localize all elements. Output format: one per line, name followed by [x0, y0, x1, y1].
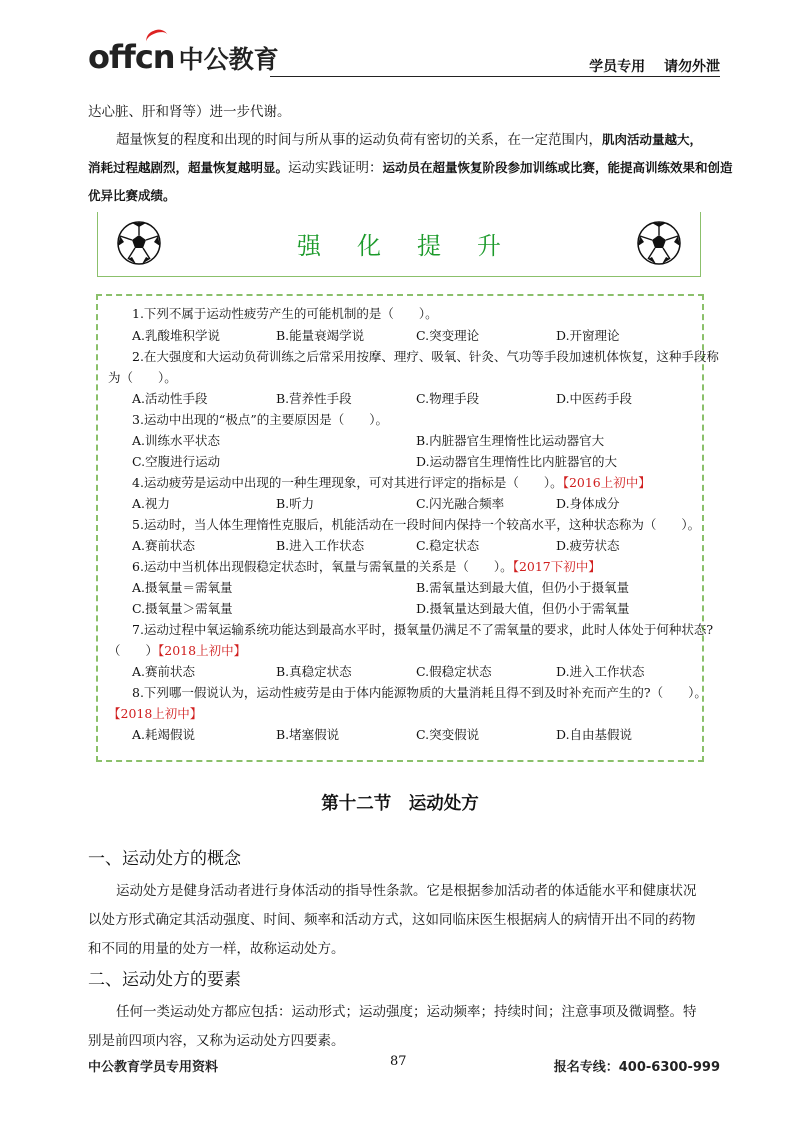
question-option: A.乳酸堆积学说: [132, 328, 221, 343]
heading-elements: 二、运动处方的要素: [88, 970, 241, 990]
question-option: B.堵塞假说: [276, 727, 340, 742]
question-option: C.突变假说: [416, 727, 480, 742]
intro-bold-1: 肌肉活动量越大，: [602, 132, 703, 147]
question-option: A.赛前状态: [132, 664, 196, 679]
intro-line-1: 达心脏、肝和肾等）进一步代谢。: [88, 104, 291, 120]
intro-paragraph-2b: [88, 154, 733, 182]
question-stem-cont: （ ）: [108, 643, 159, 658]
question-stem-row: [108, 641, 246, 659]
exam-tag: 【2016上初中】: [562, 475, 651, 490]
question-stem-row: [132, 557, 601, 575]
concept-line-2: 以处方形式确定其活动强度、时间、频率和活动方式，这如同临床医生根据病人的病情开出不同的药物: [88, 912, 696, 928]
section-title: 第十二节 运动处方: [321, 794, 479, 814]
question-stem: 5.运动时，当人体生理惰性克服后，机能活动在一段时间内保持一个较高水平，这种状态称为（ ）。: [132, 517, 701, 532]
question-option: B.真稳定状态: [276, 664, 352, 679]
intro-text-c: 运动实践证明：: [288, 160, 383, 176]
question-option: A.视力: [132, 496, 171, 511]
question-option: D.疲劳状态: [556, 538, 620, 553]
concept-line-1: 运动处方是健身活动者进行身体活动的指导性条款。它是根据参加活动者的体适能水平和健康状况: [116, 883, 697, 899]
question-option: A.摄氧量＝需氧量: [132, 580, 233, 595]
heading-concept: 一、运动处方的概念: [88, 849, 241, 869]
question-option: D.运动器官生理惰性比内脏器官的大: [416, 454, 618, 469]
intro-text: [88, 98, 733, 210]
question-option: A.活动性手段: [132, 391, 208, 406]
question-option: D.摄氧量达到最大值，但仍小于需氧量: [416, 601, 630, 616]
exam-tag: 【2018上初中】: [158, 643, 247, 658]
question-stem: 1.下列不属于运动性疲劳产生的可能机制的是（ ）。: [132, 306, 438, 321]
header-notice-1: 学员专用: [589, 59, 646, 75]
question-option: D.中医药手段: [556, 391, 633, 406]
question-stem: 7.运动过程中氧运输系统功能达到最高水平时，摄氧量仍满足不了需氧量的要求，此时人体处于何种状态?: [132, 622, 714, 637]
question-option: B.进入工作状态: [276, 538, 365, 553]
questions-box: [96, 294, 719, 762]
elements-line-2: 别是前四项内容，又称为运动处方四要素。: [88, 1033, 345, 1049]
question-option: B.能量衰竭学说: [276, 328, 365, 343]
question-option: C.闪光融合频率: [416, 496, 505, 511]
question-option: D.开窗理论: [556, 328, 620, 343]
concept-line-3: 和不同的用量的处方一样，故称运动处方。: [88, 941, 345, 957]
question-option: B.需氧量达到最大值，但仍小于摄氧量: [416, 580, 630, 595]
logo-text-en: offcn: [88, 38, 175, 76]
banner-title: 强化提升: [297, 232, 537, 260]
intro-bold-2: 消耗过程越剧烈，超量恢复越明显。: [88, 160, 289, 175]
question-option: B.内脏器官生理惰性比运动器官大: [416, 433, 605, 448]
header-notice-2: 请勿外泄: [664, 59, 720, 75]
soccer-ball-icon: [636, 220, 682, 266]
header-rule: [270, 76, 720, 77]
question-option: B.听力: [276, 496, 315, 511]
question-option: D.身体成分: [556, 496, 620, 511]
footer-label: 中公教育学员专用资料: [88, 1060, 219, 1075]
footer-hotline: 报名专线：400-6300-999: [553, 1060, 720, 1075]
question-option: B.营养性手段: [276, 391, 352, 406]
elements-paragraph: [88, 998, 728, 1056]
question-stem-row: [132, 473, 651, 491]
brand-logo: [88, 38, 279, 78]
question-option: C.摄氧量＞需氧量: [132, 601, 233, 616]
question-stem: 8.下列哪一假说认为，运动性疲劳是由于体内能源物质的大量消耗且得不到及时补充而产生的?（ ）。: [132, 685, 707, 700]
elements-line-1: 任何一类运动处方都应包括：运动形式；运动强度；运动频率；持续时间；注意事项及微调整。特: [116, 1004, 697, 1020]
question-option: A.训练水平状态: [132, 433, 221, 448]
intro-bold-4: 优异比赛成绩。: [88, 188, 176, 203]
logo-text-cn: 中公教育: [178, 45, 279, 74]
question-option: A.耗竭假说: [132, 727, 196, 742]
header-notice: [575, 56, 720, 76]
question-stem: 4.运动疲劳是运动中出现的一种生理现象，可对其进行评定的指标是（ ）。: [132, 475, 563, 490]
exam-tag: 【2017下初中】: [512, 559, 601, 574]
intro-paragraph-2c: [88, 182, 718, 210]
question-stem: 2.在大强度和大运动负荷训练之后常采用按摩、理疗、吸氧、针灸、气功等手段加速机体恢复，这种手段称: [132, 349, 719, 364]
question-option: C.稳定状态: [416, 538, 480, 553]
question-stem: 6.运动中当机体出现假稳定状态时，氧量与需氧量的关系是（ ）。: [132, 559, 513, 574]
question-stem-cont: 为（ ）。: [108, 370, 177, 385]
intro-bold-3: 运动员在超量恢复阶段参加训练或比赛，能提高训练效果和创造: [382, 160, 733, 175]
question-option: D.进入工作状态: [556, 664, 645, 679]
concept-paragraph: [88, 877, 728, 964]
intro-paragraph-2a: [88, 126, 718, 154]
question-option: A.赛前状态: [132, 538, 196, 553]
question-option: D.自由基假说: [556, 727, 633, 742]
question-stem: 3.运动中出现的“极点”的主要原因是（ ）。: [132, 412, 388, 427]
page-number: 87: [390, 1054, 407, 1069]
intro-text-a: 超量恢复的程度和出现的时间与所从事的运动负荷有密切的关系，在一定范围内，: [116, 132, 602, 148]
practice-banner: [97, 212, 701, 277]
question-option: C.空腹进行运动: [132, 454, 221, 469]
question-option: C.突变理论: [416, 328, 480, 343]
exam-tag: 【2018上初中】: [108, 706, 203, 721]
question-option: C.假稳定状态: [416, 664, 492, 679]
question-option: C.物理手段: [416, 391, 480, 406]
